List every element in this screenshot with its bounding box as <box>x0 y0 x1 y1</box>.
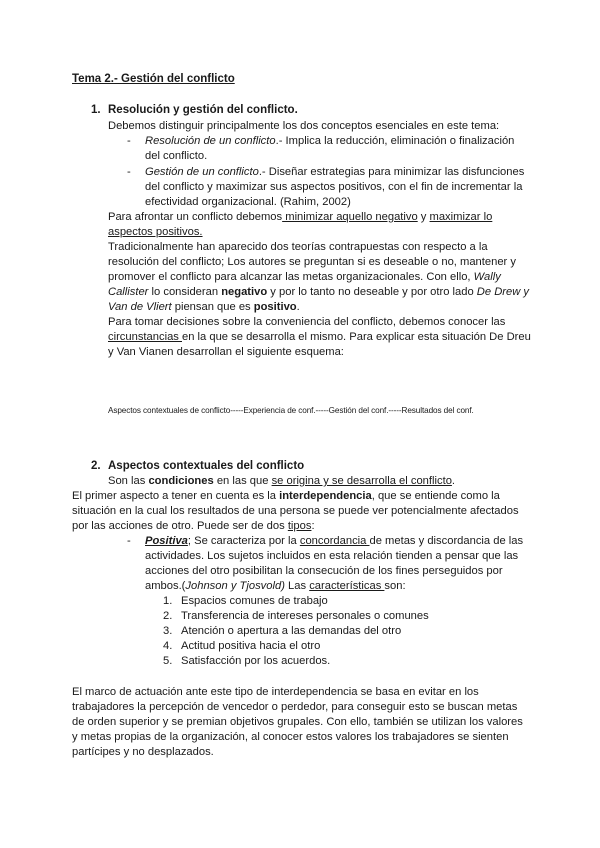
list-item-text: Actitud positiva hacia el otro <box>181 640 321 652</box>
final-paragraph-line4: y metas propias de la organización, al conocer estos valores los trabajadores se sienten <box>72 731 509 743</box>
final-paragraph-line2: trabajadores la percepción de vencedor o perdedor, para conseguir esto se buscan metas <box>72 701 518 713</box>
bullet-dash: - <box>127 535 131 547</box>
paragraph2-line4: Callister lo consideran negativo y por lo tanto no deseable y por otro lado De Drew y <box>108 286 530 298</box>
section2-heading: Aspectos contextuales del conflicto <box>108 460 305 472</box>
bullet2-line1: Gestión de un conflicto.- Diseñar estrategias para minimizar las disfunciones <box>145 166 525 178</box>
list-item: 4. <box>163 640 173 652</box>
section2-line3: situación en la cual los resultados de una persona se puede ver potencialmente afectados <box>72 505 519 517</box>
bullet-dash: - <box>127 135 131 147</box>
list-item: 3. <box>163 625 173 637</box>
positiva-line1: Positiva; Se caracteriza por la concordancia de metas y discordancia de las <box>145 535 524 547</box>
section2-line2: El primer aspecto a tener en cuenta es la interdependencia, que se entiende como la <box>72 490 500 502</box>
final-paragraph-line5: partícipes y no desplazados. <box>72 746 214 758</box>
section2-line4: por las acciones de otro. Puede ser de dos tipos: <box>72 520 315 532</box>
positiva-line4: ambos.(Johnson y Tjosvold) Las características son: <box>145 580 406 592</box>
paragraph3-line2: circunstancias en la que se desarrolla el mismo. Para explicar esta situación De Dreu <box>108 331 531 343</box>
list-item: 5. <box>163 655 173 667</box>
list-item-text: Transferencia de intereses personales o comunes <box>181 610 429 622</box>
section2-line1: Son las condiciones en las que se origina y se desarrolla el conflicto. <box>108 475 456 487</box>
section1-heading: Resolución y gestión del conflicto. <box>108 104 298 116</box>
page-title: Tema 2.- Gestión del conflicto <box>72 73 235 85</box>
section1-intro: Debemos distinguir principalmente los dos conceptos esenciales en este tema: <box>108 120 500 132</box>
final-paragraph-line3: de orden superior y se premian objetivos grupales. Con ello, también se utilizan los valores <box>72 716 523 728</box>
paragraph1-line1: Para afrontar un conflicto debemos minimizar aquello negativo y maximizar lo <box>108 211 493 223</box>
scheme-line: Aspectos contextuales de conflicto-----Experiencia de conf.-----Gestión del conf.-----Resultados del conf. <box>108 406 474 415</box>
final-paragraph-line1: El marco de actuación ante este tipo de interdependencia se basa en evitar en los <box>72 686 479 698</box>
paragraph2-line5: Van de Vliert piensan que es positivo. <box>108 301 300 313</box>
paragraph2-line3: promover el conflicto para alcanzar las metas organizacionales. Con ello, Wally <box>108 271 501 283</box>
list-item: 2. <box>163 610 173 622</box>
paragraph2-line2: resolución del conflicto; Los autores se preguntan si es deseable o no, mantener y <box>108 256 516 268</box>
section2-number: 2. <box>91 460 101 472</box>
list-item-text: Satisfacción por los acuerdos. <box>181 655 331 667</box>
paragraph2-line1: Tradicionalmente han aparecido dos teorías contrapuestas con respecto a la <box>108 241 488 253</box>
paragraph1-line2: aspectos positivos. <box>108 226 203 238</box>
list-item: 1. <box>163 595 173 607</box>
bullet2-line3: efectividad organizacional. (Rahim, 2002) <box>145 196 351 208</box>
positiva-line3: acciones del otro posibilitan la consecución de los fines perseguidos por <box>145 565 503 577</box>
bullet1-line1: Resolución de un conflicto.- Implica la reducción, eliminación o finalización <box>145 135 515 147</box>
paragraph3-line3: y Van Vianen desarrollan el siguiente esquema: <box>108 346 344 358</box>
bullet1-line2: del conflicto. <box>145 150 208 162</box>
bullet2-line2: del conflicto y maximizar sus aspectos positivos, con el fin de incrementar la <box>145 181 523 193</box>
list-item-text: Espacios comunes de trabajo <box>181 595 328 607</box>
paragraph3-line1: Para tomar decisiones sobre la conveniencia del conflicto, debemos conocer las <box>108 316 506 328</box>
bullet-dash: - <box>127 166 131 178</box>
list-item-text: Atención o apertura a las demandas del otro <box>181 625 402 637</box>
section1-number: 1. <box>91 104 101 116</box>
positiva-line2: actividades. Los sujetos incluidos en esta relación tienden a pensar que las <box>145 550 519 562</box>
